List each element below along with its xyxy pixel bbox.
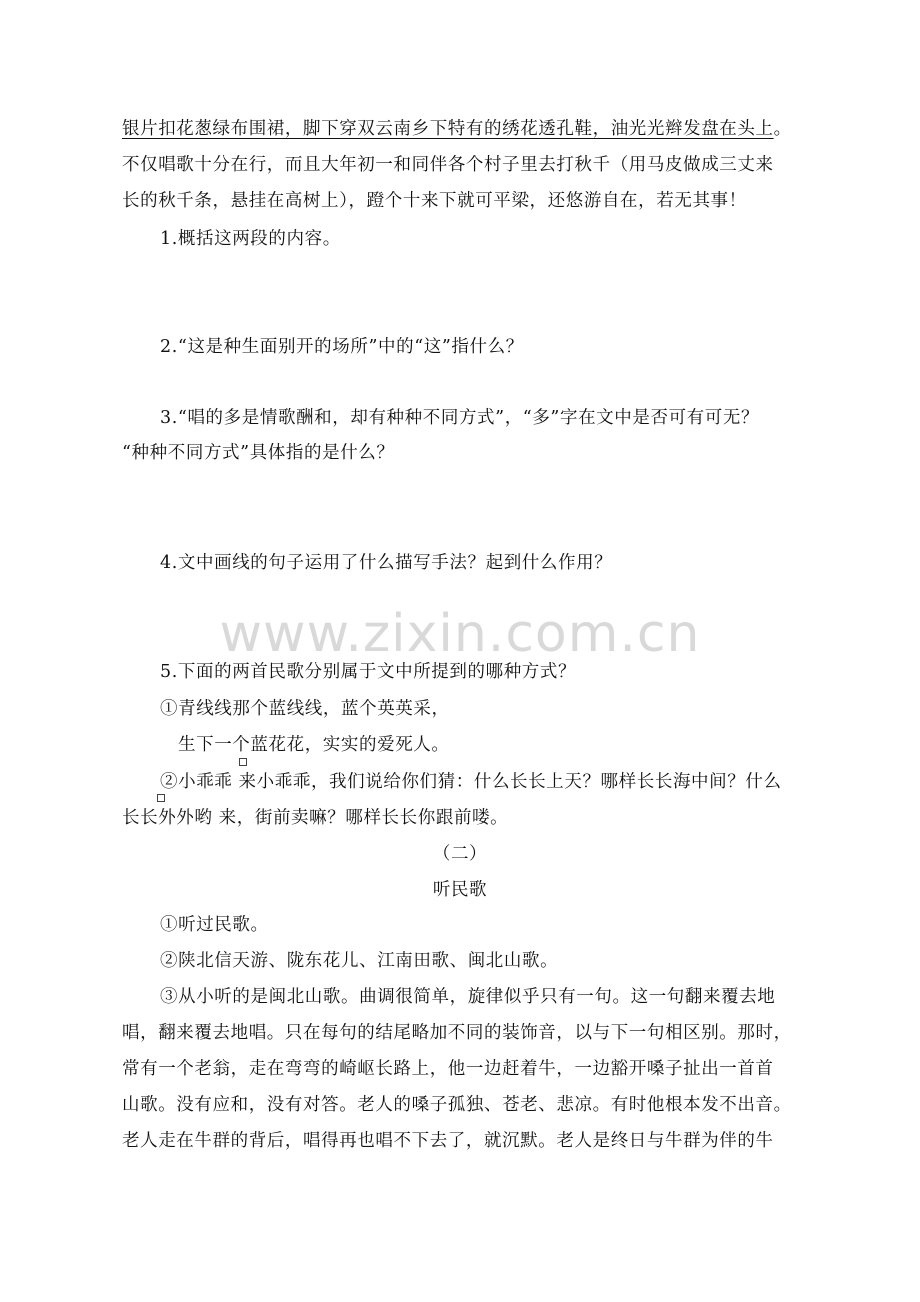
song-2-line-1: ②小乖乖 来小乖乖，我们说给你们猜：什么长长上天？哪样长长海中间？什么 (160, 772, 782, 792)
passage-line-3: 长的秋千条，悬挂在高树上），蹬个十来下就可平梁，还悠游自在，若无其事！ (122, 191, 747, 211)
song-2-line-2: 长长外外哟 来，街前卖嘛？哪样长长你跟前喽。 (122, 808, 509, 828)
question-1: 1.概括这两段的内容。 (160, 229, 341, 249)
paragraph-2: ②陕北信天游、陇东花儿、江南田歌、闽北山歌。 (160, 951, 559, 971)
underlined-sentence: 银片扣花葱绿布围裙，脚下穿双云南乡下特有的绣花透孔鞋，油光光辫发盘在头上 (122, 119, 774, 139)
paragraph-3-line-5: 老人走在牛群的背后，唱得再也唱不下去了，就沉默。老人是终日与牛群为伴的牛 (122, 1131, 774, 1151)
period-mark: 。 (773, 119, 792, 139)
question-5: 5.下面的两首民歌分别属于文中所提到的哪种方式？ (160, 662, 577, 682)
watermark: www.zixin.com.cn (219, 604, 701, 664)
passage-line-2: 不仅唱歌十分在行，而且大年初一和同伴各个村子里去打秋千（用马皮做成三丈来 (122, 155, 774, 175)
placeholder-box-icon (239, 758, 247, 766)
section-title: 听民歌 (432, 880, 488, 900)
paragraph-3-line-4: 山歌。没有应和，没有对答。老人的嗓子孤独、苍老、悲凉。有时他根本发不出音。 (122, 1095, 792, 1115)
paragraph-3-line-2: 唱，翻来覆去地唱。只在每句的结尾略加不同的装饰音，以与下一句相区别。那时， (122, 1023, 792, 1043)
paragraph-3-line-3: 常有一个老翁，走在弯弯的崎岖长路上，他一边赶着牛，一边豁开嗓子扯出一首首 (122, 1059, 774, 1079)
paragraph-3-line-1: ③从小听的是闽北山歌。曲调很简单，旋律似乎只有一句。这一句翻来覆去地 (160, 987, 776, 1007)
question-3-line-1: 3.“唱的多是情歌酬和，却有种种不同方式”，“多”字在文中是否可有可无？ (160, 408, 760, 428)
song-1-line-1: ①青线线那个蓝线线，蓝个英英采， (160, 699, 450, 719)
section-number: （二） (432, 844, 488, 864)
question-2: 2.“这是种生面别开的场所”中的“这”指什么？ (160, 337, 524, 357)
song-1-line-2: 生下一个蓝花花，实实的爱死人。 (178, 735, 450, 755)
placeholder-box-icon (157, 794, 165, 802)
question-4: 4.文中画线的句子运用了什么描写手法？起到什么作用？ (160, 553, 613, 573)
paragraph-1: ①听过民歌。 (160, 915, 269, 935)
passage-line-1 (122, 117, 792, 141)
question-3-line-2: “种种不同方式”具体指的是什么？ (122, 443, 395, 463)
